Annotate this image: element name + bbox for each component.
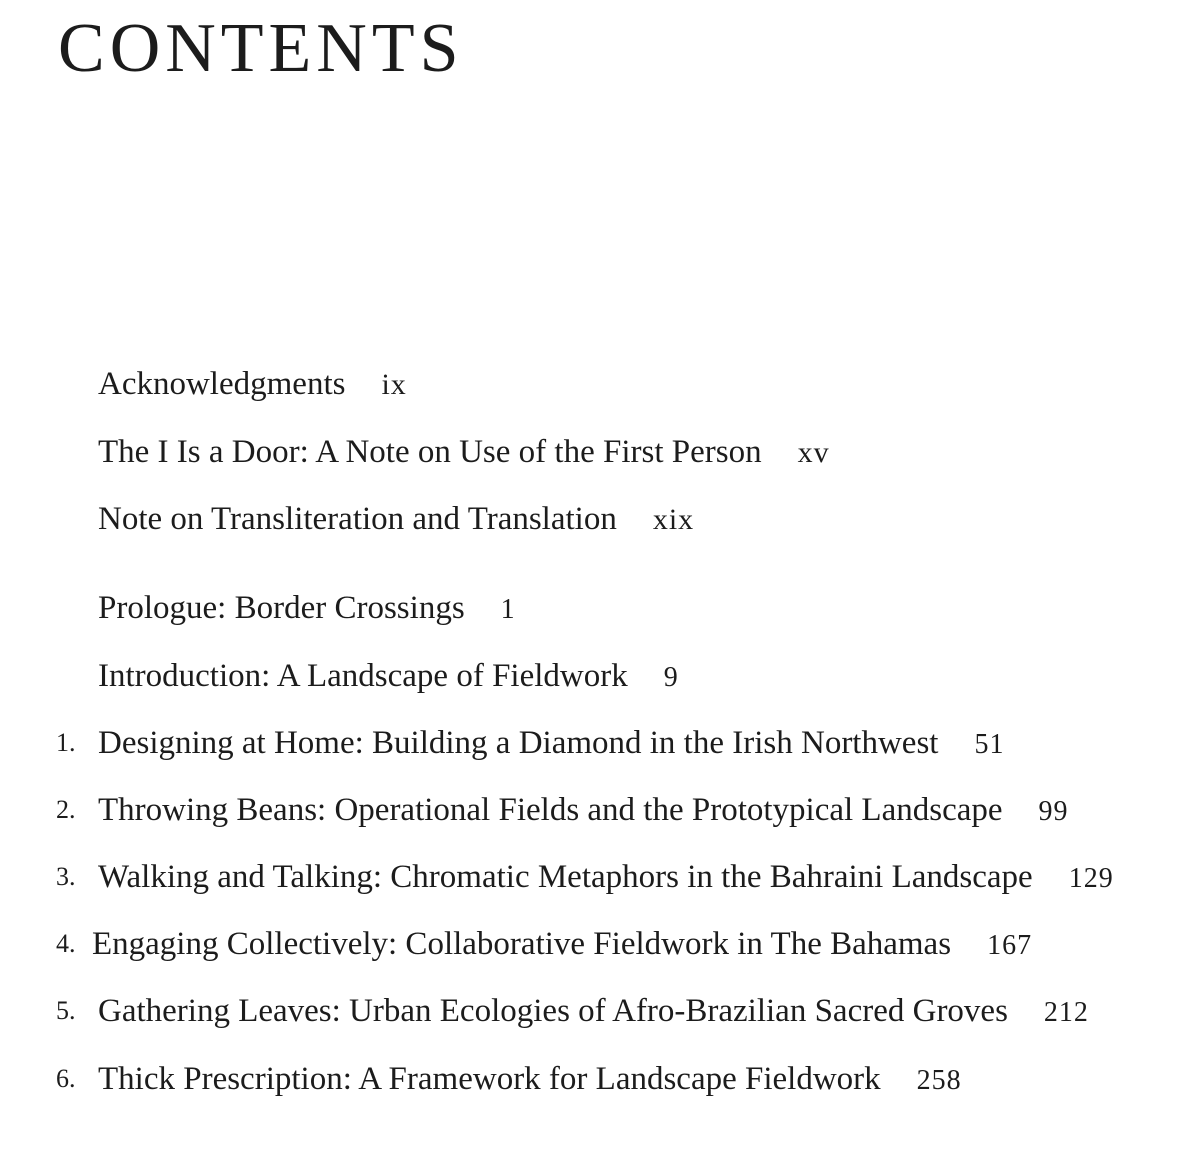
toc-entry-title: The I Is a Door: A Note on Use of the First Person xv — [98, 434, 830, 470]
chapter-number: 6. — [56, 1064, 76, 1093]
toc-entry-page: 1 — [500, 594, 516, 625]
toc-entry-page: 258 — [916, 1065, 962, 1096]
toc-entry-title: Walking and Talking: Chromatic Metaphors in the Bahraini Landscape 129 — [98, 859, 1114, 895]
toc-entry-page: ix — [381, 368, 407, 401]
chapter-number: 3. — [56, 862, 76, 891]
page-title: CONTENTS — [58, 10, 464, 87]
toc-entry-page: 212 — [1043, 997, 1089, 1028]
chapter-number: 2. — [56, 795, 76, 824]
toc-entry-page: xix — [652, 503, 695, 536]
toc-entry-page: 129 — [1068, 863, 1114, 894]
toc-entry-title: Introduction: A Landscape of Fieldwork 9 — [98, 658, 679, 694]
toc-entry-title: Engaging Collectively: Collaborative Fieldwork in The Bahamas 167 — [92, 926, 1033, 962]
toc-entry-page: xv — [797, 436, 830, 469]
toc-entry-page: 9 — [663, 662, 679, 693]
chapter-number: 5. — [56, 996, 76, 1025]
toc-entry-page: 51 — [974, 729, 1005, 760]
toc-entry-page: 99 — [1038, 796, 1069, 827]
toc-entry-title: Prologue: Border Crossings 1 — [98, 590, 516, 626]
toc-entry-page: 167 — [987, 930, 1033, 961]
chapter-number: 4. — [56, 929, 76, 958]
toc-entry-title: Gathering Leaves: Urban Ecologies of Afro-Brazilian Sacred Groves 212 — [98, 993, 1089, 1029]
toc-entry-title: Throwing Beans: Operational Fields and the Prototypical Landscape 99 — [98, 792, 1069, 828]
toc-entry-title: Thick Prescription: A Framework for Landscape Fieldwork 258 — [98, 1061, 962, 1097]
toc-entry-title: Designing at Home: Building a Diamond in the Irish Northwest 51 — [98, 725, 1005, 761]
toc-entry-title: Acknowledgments ix — [98, 366, 407, 402]
toc-entry-title: Note on Transliteration and Translation xix — [98, 501, 695, 537]
chapter-number: 1. — [56, 728, 76, 757]
